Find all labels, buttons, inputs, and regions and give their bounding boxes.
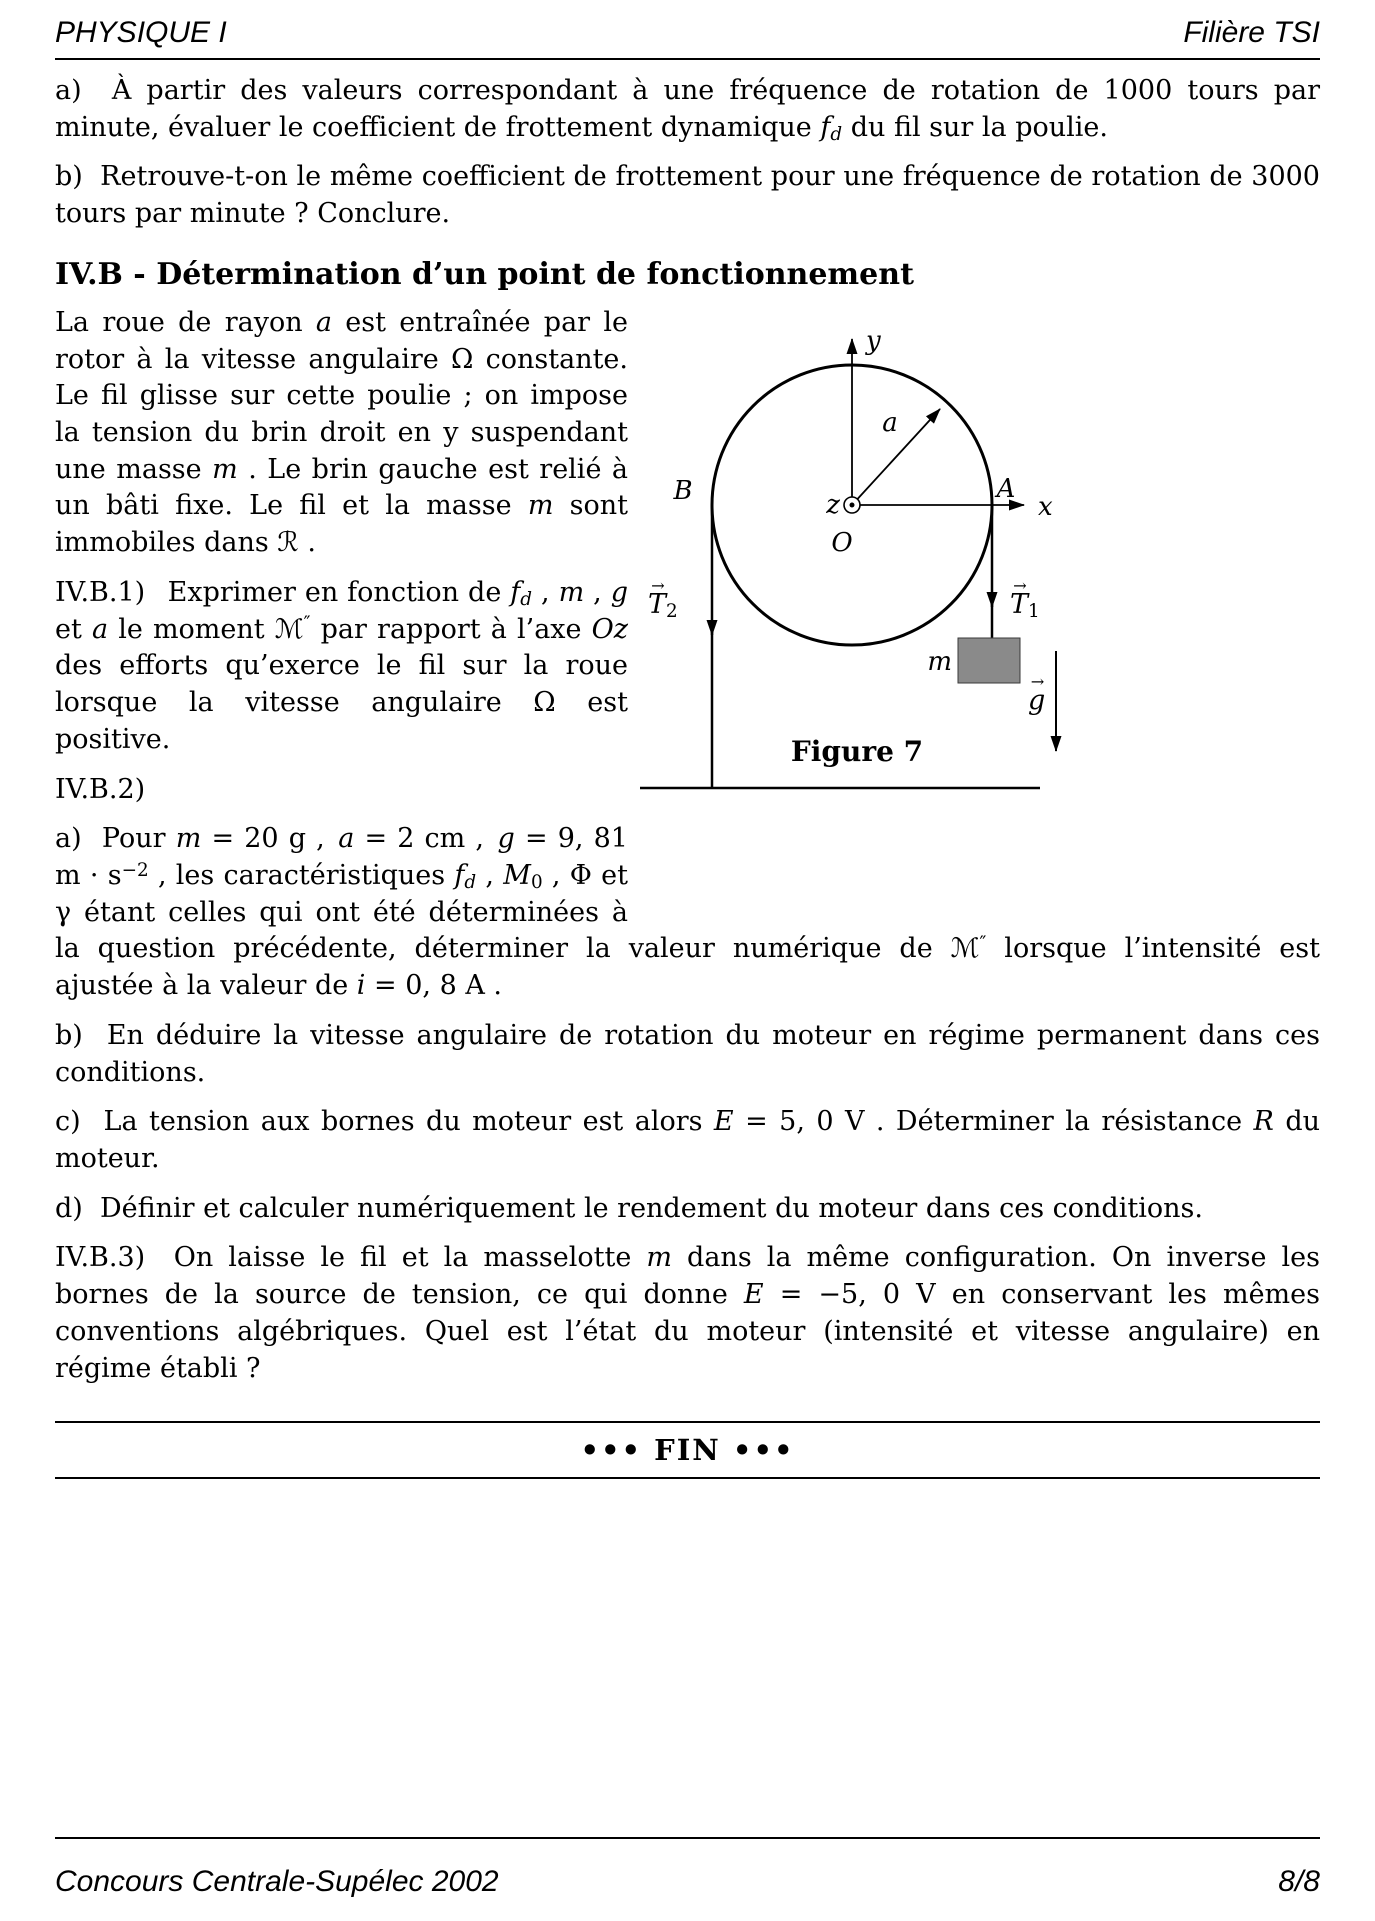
figure-caption: Figure 7 (790, 734, 924, 768)
header-subject: PHYSIQUE I (55, 16, 227, 49)
question-ivb2-item-c: c) La tension aux bornes du moteur est alors E = 5, 0 V . Déterminer la résistance R du moteur. (55, 1106, 1320, 1174)
z-axis-label: z (826, 489, 840, 520)
question-iva-item-b: b) Retrouve-t-on le même coefficient de frottement pour une fréquence de rotation de 3000 tours par minute ? Conclure. (55, 161, 1320, 230)
tension-T1-label: → T1 (1010, 575, 1040, 622)
page-footer (55, 1837, 1320, 1899)
question-ivb3: IV.B.3) On laisse le fil et la masselotte m dans la même configuration. On inverse les bornes de la source de tension, ce qui donne E = −5, 0 V en conservant les mêmes conventions algébriques. Quel est l’état du moteur (intensité et vitesse angulaire) en régime établi ? (55, 1242, 1320, 1384)
footer-page-number: 8/8 (1278, 1865, 1320, 1898)
question-ivb1: IV.B.1) Exprimer en fonction de fd , m , g et a le moment ℳ″ par rapport à l’axe Oz des efforts qu’exerce le fil sur la roue lorsque la vitesse angulaire Ω est positive. (55, 576, 629, 755)
figure-7 (640, 313, 1320, 818)
fin-block (55, 1421, 1320, 1479)
point-B-label: B (673, 475, 693, 506)
question-ivb2-heading: IV.B.2) (55, 773, 146, 805)
section-title-ivb: IV.B - Détermination d’un point de fonctionnement (55, 256, 914, 292)
x-axis-label: x (1038, 491, 1053, 522)
footer-source: Concours Centrale-Supélec 2002 (55, 1865, 499, 1898)
question-ivb2-item-d: d) Définir et calculer numériquement le rendement du moteur dans ces conditions. (55, 1192, 1203, 1224)
header-filiere: Filière TSI (1183, 16, 1320, 49)
question-ivb2-item-a: a) Pour m = 20 g , a = 2 cm , g = 9, 81 $m \cdot s^{-2}$ , les caractéristiques fd , M0 , Φ et γ étant celles qui ont été déterminées à la question précédente, déterminer la valeur numérique de ℳ″ lorsque l’intensité est ajustée à la valeur de i = 0, 8 A . (55, 823, 1320, 1002)
paragraph-setup: La roue de rayon a est entraînée par le rotor à la vitesse angulaire Ω constante. Le fil glisse sur cette poulie ; on impose la tension du brin droit en y suspendant une masse m . Le brin gauche est relié à un bâti fixe. Le fil et la masse m sont immobiles dans ℛ . (55, 306, 629, 559)
gravity-label: → g (1028, 671, 1046, 716)
page-header (55, 16, 1320, 50)
y-axis-label: y (866, 325, 881, 356)
origin-label: O (831, 527, 853, 558)
section-ivb-body (55, 305, 1320, 1387)
fin-text: ••• FIN ••• (580, 1433, 795, 1468)
question-iva-item-a: a) À partir des valeurs correspondant à une fréquence de rotation de 1000 tours par minute, évaluer le coefficient de frottement dynamique fd du fil sur la poulie. (55, 75, 1320, 145)
tension-T2-label: → T2 (648, 575, 678, 622)
mass-block (958, 638, 1020, 683)
question-ivb2-item-b: b) En déduire la vitesse angulaire de rotation du moteur en régime permanent dans ces conditions. (55, 1019, 1320, 1088)
fin-rule-bottom (55, 1477, 1320, 1479)
point-A-label: A (996, 473, 1016, 504)
mass-label: m (927, 646, 952, 677)
pulley-diagram (640, 313, 1320, 818)
header-rule (55, 58, 1320, 60)
radius-label: a (882, 407, 898, 438)
z-axis-dot (850, 502, 855, 507)
